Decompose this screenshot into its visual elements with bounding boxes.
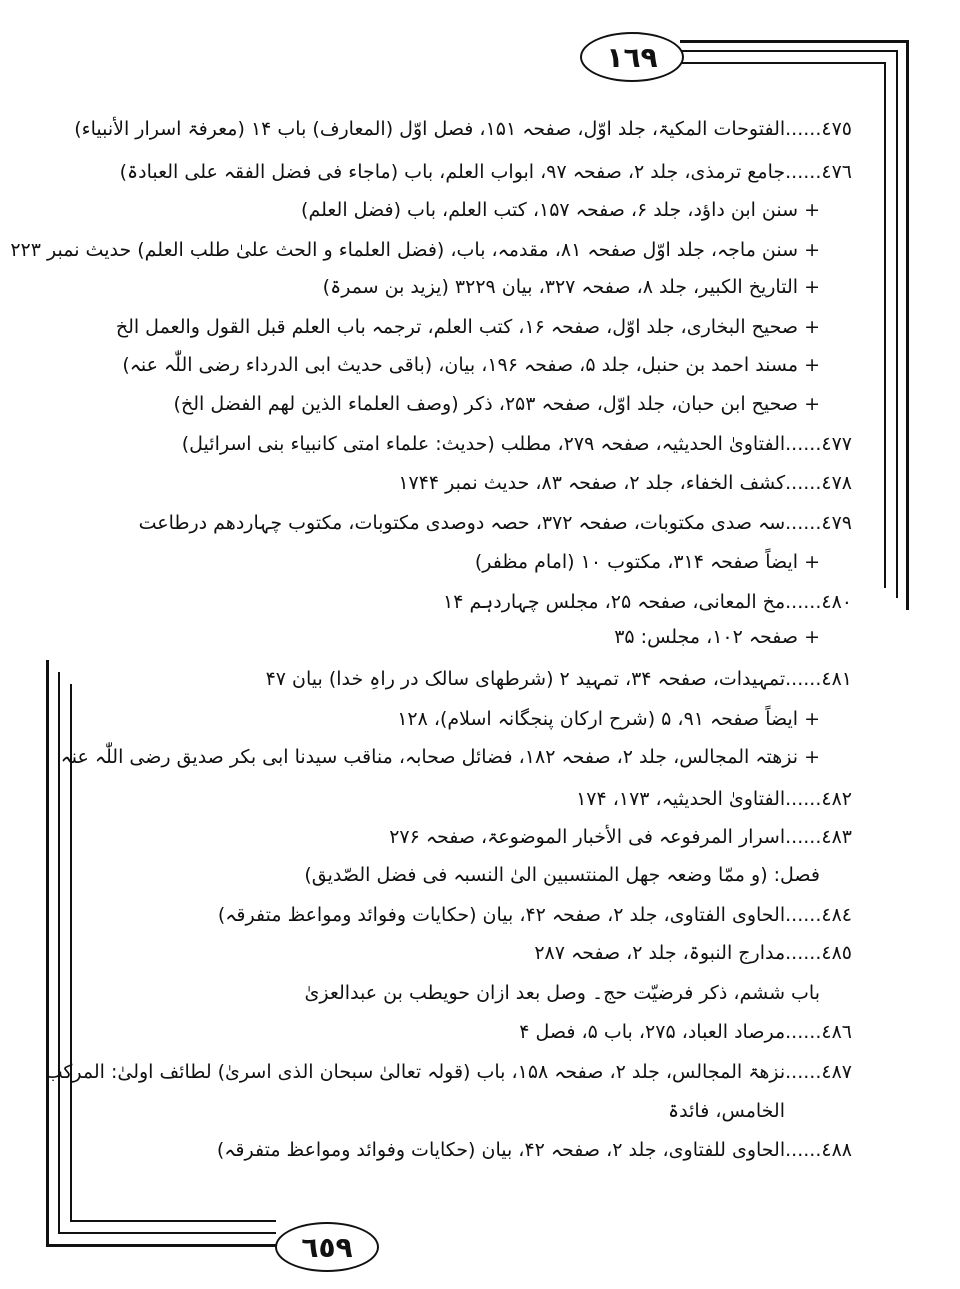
reference-line: الخامس، فائدۃ <box>668 1100 785 1122</box>
reference-line: ٤٧٩......سہ صدی مکتوبات، صفحہ ۳۷۲، حصہ دوصدی مکتوبات، مکتوب چہاردھم درطاعت <box>138 512 852 534</box>
reference-line: + ایضاً صفحہ ۹۱، ۵ (شرح ارکان پنجگانہ اسلام)، ۱۲۸ <box>397 708 820 730</box>
frame-right-line-2 <box>896 50 898 598</box>
reference-line: باب ششم، ذکر فرضیّت حج۔ وصل بعد ازان حویطب بن عبدالعزیٰ <box>304 982 820 1004</box>
reference-line: ٤٨٢......الفتاویٰ الحدیثیہ، ۱۷۳، ۱۷۴ <box>576 788 852 810</box>
frame-left-line-2 <box>58 672 60 1233</box>
reference-line: + مسند احمد بن حنبل، جلد ۵، صفحہ ۱۹۶، بیان، (باقی حدیث ابی الدرداء رضی اللّٰہ عنہ) <box>122 354 820 376</box>
reference-line: ٤٧٥......الفتوحات المکیۃ، جلد اوّل، صفحہ ۱۵۱، فصل اوّل (المعارف) باب ۱۴ (معرفۃ اسرار الأنبیاء) <box>74 118 852 140</box>
frame-right-line-3 <box>884 62 886 588</box>
reference-line: ٤٧٦......جامع ترمذی، جلد ۲، صفحہ ۹۷، ابواب العلم، باب (ماجاء فی فضل الفقہ علی العبادۃ) <box>119 161 852 183</box>
reference-line: ٤٨٦......مرصاد العباد، ۲۷۵، باب ۵، فصل ۴ <box>519 1021 852 1043</box>
frame-left-line-1 <box>46 660 49 1245</box>
reference-line: ٤٨٠......مخ المعانی، صفحہ ۲۵، مجلس چہاردہم ۱۴ <box>443 591 852 613</box>
top-page-number: ١٦٩ <box>580 32 684 82</box>
reference-line: ٤٧٧......الفتاویٰ الحدیثیہ، صفحہ ۲۷۹، مطلب (حدیث: علماء امتی کانبیاء بنی اسرائیل) <box>181 433 852 455</box>
reference-line: ٤٨٨......الحاوی للفتاوی، جلد ۲، صفحہ ۴۲، بیان (حکایات وفوائد ومواعظ متفرقہ) <box>216 1139 852 1161</box>
reference-line: + صحیح البخاری، جلد اوّل، صفحہ ۱۶، کتب العلم، ترجمہ باب العلم قبل القول والعمل الخ <box>115 316 820 338</box>
reference-line: + سنن ابن داؤد، جلد ۶، صفحہ ۱۵۷، کتب العلم، باب (فضل العلم) <box>301 199 820 221</box>
reference-line: ٤٨١......تمہیدات، صفحہ ۳۴، تمہید ۲ (شرطھای سالک در راہِ خدا) بیان ۴۷ <box>265 668 852 690</box>
reference-line: + نزھتہ المجالس، جلد ۲، صفحہ ۱۸۲، فضائل صحابہ، مناقب سیدنا ابی بکر صدیق رضی اللّٰہ عنہ <box>60 746 820 768</box>
reference-line: ٤٨٥......مدارج النبوۃ، جلد ۲، صفحہ ۲۸۷ <box>534 942 852 964</box>
frame-top-line-1 <box>680 40 908 43</box>
reference-line: ٤٧٨......کشف الخفاء، جلد ۲، صفحہ ۸۳، حدیث نمبر ۱۷۴۴ <box>398 472 852 494</box>
reference-line: ٤٨٧......نزھۃ المجالس، جلد ۲، صفحہ ۱۵۸، باب (قولہ تعالیٰ سبحان الذی اسریٰ) لطائف اولیٰ: المرکب <box>44 1061 852 1083</box>
frame-bottom-line-1 <box>46 1244 276 1247</box>
reference-line: + سنن ماجہ، جلد اوّل صفحہ ۸۱، مقدمہ، باب، (فضل العلماء و الحث علیٰ طلب العلم) حدیث نمبر ۲۲۳ <box>10 239 820 261</box>
frame-right-line-1 <box>906 40 909 610</box>
frame-top-line-2 <box>680 50 898 52</box>
reference-line: فصل: (و ممّا وضعہ جھل المنتسبین الیٰ النسبہ فی فضل الصّدیق) <box>304 864 820 886</box>
reference-line: + التاریخ الکبیر، جلد ۸، صفحہ ۳۲۷، بیان ۳۲۲۹ (یزید بن سمرۃ) <box>322 276 820 298</box>
frame-bottom-line-2 <box>58 1232 276 1234</box>
reference-line: + ایضاً صفحہ ۳۱۴، مکتوب ۱۰ (امام مظفر) <box>474 551 820 573</box>
bottom-page-number: ٦٥٩ <box>275 1222 379 1272</box>
reference-line: + صفحہ ۱۰۲، مجلس: ۳۵ <box>614 626 820 648</box>
reference-line: + صحیح ابن حبان، جلد اوّل، صفحہ ۲۵۳، ذکر (وصف العلماء الذین لھم الفضل الخ) <box>173 393 820 415</box>
reference-line: ٤٨٣......اسرار المرفوعہ فی الأخبار الموضوعۃ، صفحہ ۲۷۶ <box>389 826 852 848</box>
frame-top-line-3 <box>680 62 886 64</box>
frame-bottom-line-3 <box>70 1220 276 1222</box>
reference-line: ٤٨٤......الحاوی الفتاوی، جلد ۲، صفحہ ۴۲، بیان (حکایات وفوائد ومواعظ متفرقہ) <box>217 904 852 926</box>
